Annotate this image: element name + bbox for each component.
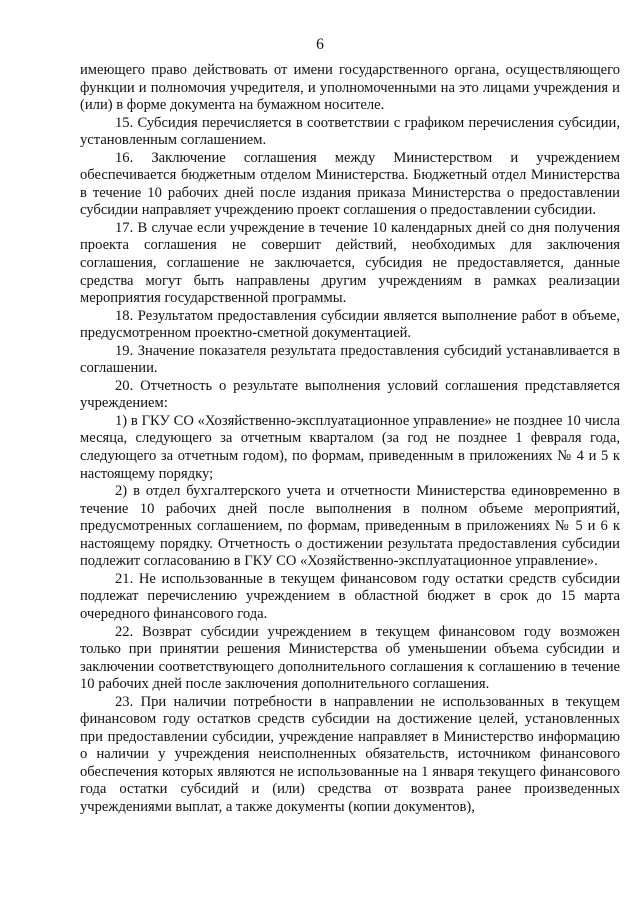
paragraph-19: 19. Значение показателя результата предоставления субсидий устанавливается в соглашении. [80,342,620,377]
paragraph-23: 23. При наличии потребности в направлении не использованных в текущем финансовом году остатков средств субсидии на достижение целей, установленных при предоставлении субсидии, учреждение направляет в Министерство информацию о наличии у учреждения неисполненных обязательств, источником финансового обеспечения которых являются не использованные на 1 января текущего финансового года остатки субсидий и (или) средства от возврата ранее произведенных учреждениями выплат, а также документы (копии документов), [80,693,620,815]
paragraph-continuation: имеющего право действовать от имени государственного органа, осуществляющего функции и полномочия учредителя, и уполномоченными на это лицами учреждения и (или) в форме документа на бумажном носителе. [80,62,620,114]
paragraph-20-item-2: 2) в отдел бухгалтерского учета и отчетности Министерства единовременно в течение 10 рабочих дней после выполнения в полном объеме мероприятий, предусмотренных соглашением, по формам, приведенным в приложениях № 5 и 6 к настоящему порядку. Отчетность о достижении результата предоставления субсидии подлежит согласованию в ГКУ СО «Хозяйственно-эксплуатационное управление». [80,483,620,570]
paragraph-20-item-1: 1) в ГКУ СО «Хозяйственно-эксплуатационное управление» не позднее 10 числа месяца, следующего за отчетным кварталом (за год не позднее 1 февраля года, следующего за отчетным годом), по формам, приведенным в приложениях № 4 и 5 к настоящему порядку; [80,412,620,482]
document-body [80,62,620,817]
page-number: 6 [316,36,324,53]
paragraph-20: 20. Отчетность о результате выполнения условий соглашения представляется учреждением: [80,377,620,412]
paragraph-21: 21. Не использованные в текущем финансовом году остатки средств субсидии подлежат перечислению учреждением в областной бюджет в срок до 15 марта очередного финансового года. [80,570,620,622]
paragraph-15: 15. Субсидия перечисляется в соответствии с графиком перечисления субсидии, установленным соглашением. [80,114,620,149]
paragraph-17: 17. В случае если учреждение в течение 10 календарных дней со дня получения проекта соглашения не совершит действий, необходимых для заключения соглашения, соглашение не заключается, субсидия не предоставляется, данные средства могут быть направлены другим учреждениям в рамках реализации мероприятия государственной программы. [80,219,620,307]
paragraph-16: 16. Заключение соглашения между Министерством и учреждением обеспечивается бюджетным отделом Министерства. Бюджетный отдел Министерства в течение 10 рабочих дней после издания приказа Министерства о предоставлении субсидии направляет учреждению проект соглашения о предоставлении субсидии. [80,149,620,219]
paragraph-22: 22. Возврат субсидии учреждением в текущем финансовом году возможен только при принятии решения Министерства об уменьшении объема субсидии и заключении соответствующего дополнительного соглашения к соглашению в течение 10 рабочих дней после заключения дополнительного соглашения. [80,623,620,693]
paragraph-18: 18. Результатом предоставления субсидии является выполнение работ в объеме, предусмотренном проектно-сметной документацией. [80,307,620,342]
